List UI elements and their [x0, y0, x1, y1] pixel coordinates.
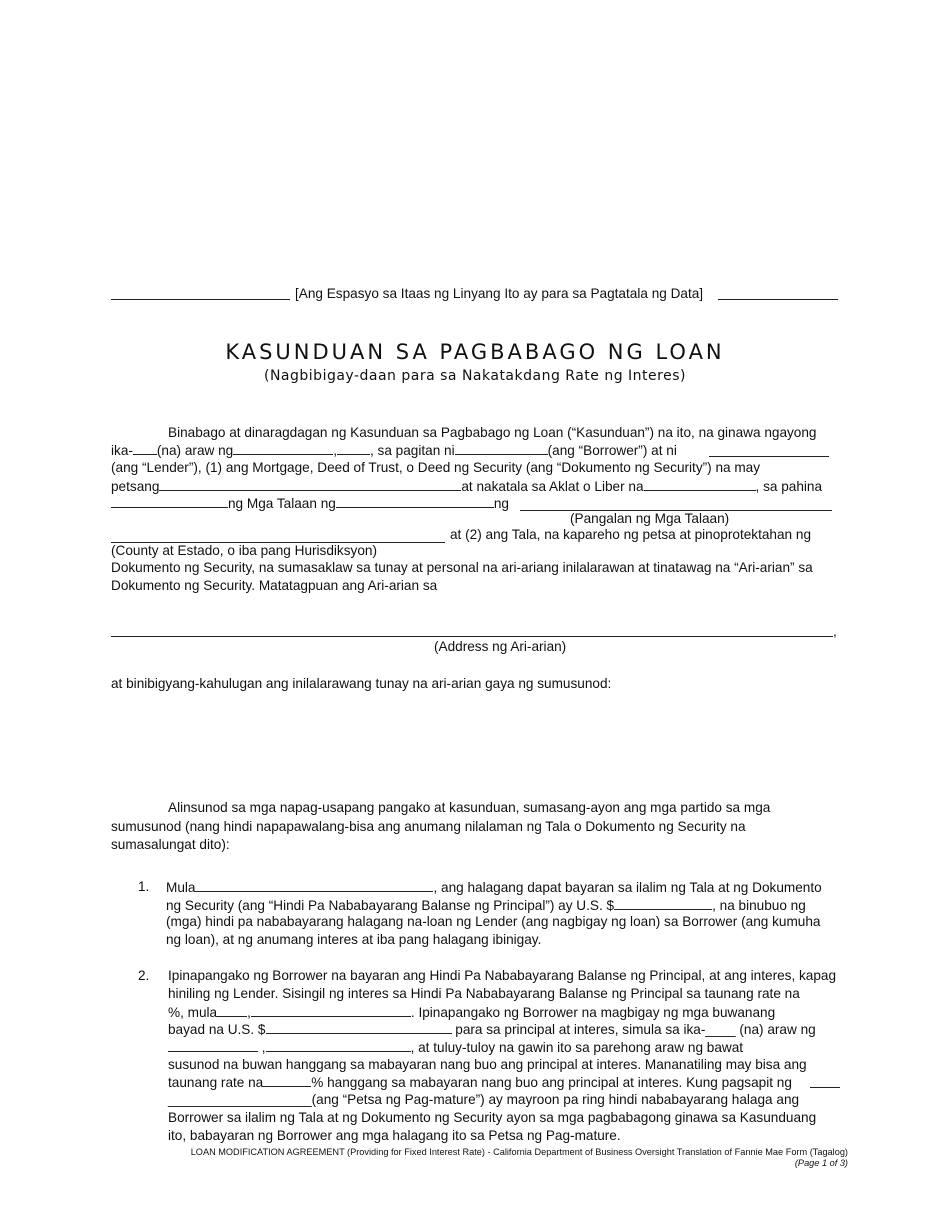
address-comma: , — [833, 624, 837, 639]
intro-line-3: (ang “Lender”), (1) ang Mortgage, Deed of Trust, o Deed ng Security (ang “Dokumento ng Security”) na may — [111, 460, 761, 475]
intro-line-6: at (2) ang Tala, na kapareho ng petsa at pinoprotektahan ng — [450, 527, 812, 542]
recording-line-right — [718, 299, 838, 300]
agreement-line-2: sumusunod (nang hindi napapawalang-bisa ang anumang nilalaman ng Tala o Dokumento ng Security na — [111, 819, 746, 834]
recording-line-left — [111, 299, 290, 300]
interest-start-month-field[interactable] — [217, 1003, 247, 1017]
address-label: (Address ng Ari-arian) — [434, 639, 567, 654]
item-2-number: 2. — [138, 968, 150, 983]
first-payment-month-field[interactable] — [168, 1038, 258, 1052]
item-2-line-7: taunang rate na % hanggang sa mabayaran nang buo ang principal at interes. Kung pagsapit ng — [168, 1075, 792, 1090]
records-name-label: (Pangalan ng Mga Talaan) — [570, 511, 730, 526]
first-payment-year-field[interactable] — [266, 1038, 411, 1052]
maturity-date-field[interactable]: ___________________ — [168, 1092, 312, 1107]
item-2-line-6: susunod na buwan hanggang sa mabayaran nang buo ang principal at interes. Mananatiling may bisa ang — [168, 1057, 807, 1072]
item-1-line-2: ng Security (ang “Hindi Pa Nababayarang Balanse ng Principal”) ay U.S. $ , na binubuo ng — [166, 898, 806, 913]
records-field[interactable] — [336, 494, 494, 508]
item-2-line-1: Ipinapangako ng Borrower na bayaran ang Hindi Pa Nababayarang Balanse ng Principal, at ang interes, kapag — [168, 968, 837, 983]
intro-line-7: Dokumento ng Security, na sumasaklaw sa tunay at personal na ari-ariang inilalarawan at tinatawag na “Ari-arian” sa — [111, 560, 813, 575]
interest-start-year-field[interactable] — [251, 1003, 411, 1017]
legal-description-intro: at binibigyang-kahulugan ang inilalarawang tunay na ari-arian gaya ng sumusunod: — [111, 676, 612, 691]
day-field[interactable] — [133, 441, 157, 455]
item-2-line-4: bayad na U.S. $ para sa principal at interes, simula sa ika-____ (na) araw ng — [168, 1022, 816, 1037]
lender-field[interactable] — [709, 456, 829, 457]
balance-date-field[interactable] — [195, 878, 433, 892]
item-2-line-3: %, mula , . Ipinapangako ng Borrower na magbigay ng mga buwanang — [168, 1005, 776, 1020]
footer-form-title: LOAN MODIFICATION AGREEMENT (Providing for Fixed Interest Rate) - California Department of Business Oversight Translation of Fannie Mae Form (Tagalog) — [190, 1147, 848, 1157]
item-1-line-4: ng loan), at ng anumang interes at iba pang halagang ibinigay. — [166, 932, 542, 947]
borrower-field[interactable] — [455, 441, 548, 455]
document-title: KASUNDUAN SA PAGBABAGO NG LOAN — [225, 340, 725, 364]
annual-rate-field[interactable] — [263, 1073, 311, 1087]
intro-line-5: ng Mga Talaan ng ng — [111, 494, 509, 512]
maturity-prefix-field[interactable] — [810, 1087, 840, 1088]
liber-field[interactable] — [644, 477, 756, 491]
agreement-line-3: sumasalungat dito): — [111, 837, 230, 852]
agreement-line-1: Alinsunod sa mga napag-usapang pangako at kasunduan, sumasang-ayon ang mga partido sa mga — [168, 800, 771, 815]
item-2-line-9: Borrower sa ilalim ng Tala at ng Dokumento ng Security ayon sa mga pagbabagong ginawa sa Kasunduang — [168, 1110, 817, 1125]
item-2-line-10: ito, babayaran ng Borrower ang mga halagang ito sa Petsa ng Pag-mature. — [168, 1128, 621, 1143]
intro-line-4: petsang at nakatala sa Aklat o Liber na , sa pahina — [111, 479, 823, 494]
item-1-number: 1. — [138, 879, 150, 894]
item-2-line-5: , , at tuluy-tuloy na gawin ito sa parehong araw ng bawat — [168, 1038, 743, 1056]
date-field[interactable] — [159, 477, 461, 491]
page-field[interactable] — [111, 494, 228, 508]
footer-page-number: (Page 1 of 3) — [794, 1158, 848, 1168]
intro-line-1: Binabago at dinaragdagan ng Kasunduan sa Pagbabago ng Loan (“Kasunduan”) na ito, na ginawa ngayong — [168, 425, 817, 440]
item-2-line-8: ___________________(ang “Petsa ng Pag-mature”) ay mayroon pa ring hindi nababayarang halaga ang — [168, 1092, 800, 1107]
month-field[interactable] — [233, 441, 333, 455]
year-field[interactable] — [337, 441, 370, 455]
principal-balance-field[interactable] — [614, 896, 712, 910]
intro-line-2: ika- (na) araw ng , , sa pagitan ni (ang “Borrower”) at ni — [111, 443, 677, 458]
county-label: (County at Estado, o iba pang Hurisdiksyon) — [111, 543, 377, 558]
item-1-line-3: (mga) hindi pa nababayarang halagang na-loan ng Lender (ang nagbigay ng loan) sa Borrower (ang kumuha — [166, 914, 821, 929]
recording-note: [Ang Espasyo sa Itaas ng Linyang Ito ay para sa Pagtatala ng Data] — [295, 286, 704, 301]
item-1-line-1: Mula , ang halagang dapat bayaran sa ilalim ng Tala at ng Dokumento — [166, 880, 822, 895]
monthly-payment-field[interactable] — [266, 1020, 452, 1034]
property-address-field[interactable] — [111, 636, 833, 637]
item-2-line-2: hiniling ng Lender. Sisingil ng interes sa Hindi Pa Nababayarang Balanse ng Principal sa taunang rate na — [168, 986, 800, 1001]
intro-line-8: Dokumento ng Security. Matatagpuan ang Ari-arian sa — [111, 578, 438, 593]
document-subtitle: (Nagbibigay-daan para sa Nakatakdang Rate ng Interes) — [264, 368, 686, 384]
